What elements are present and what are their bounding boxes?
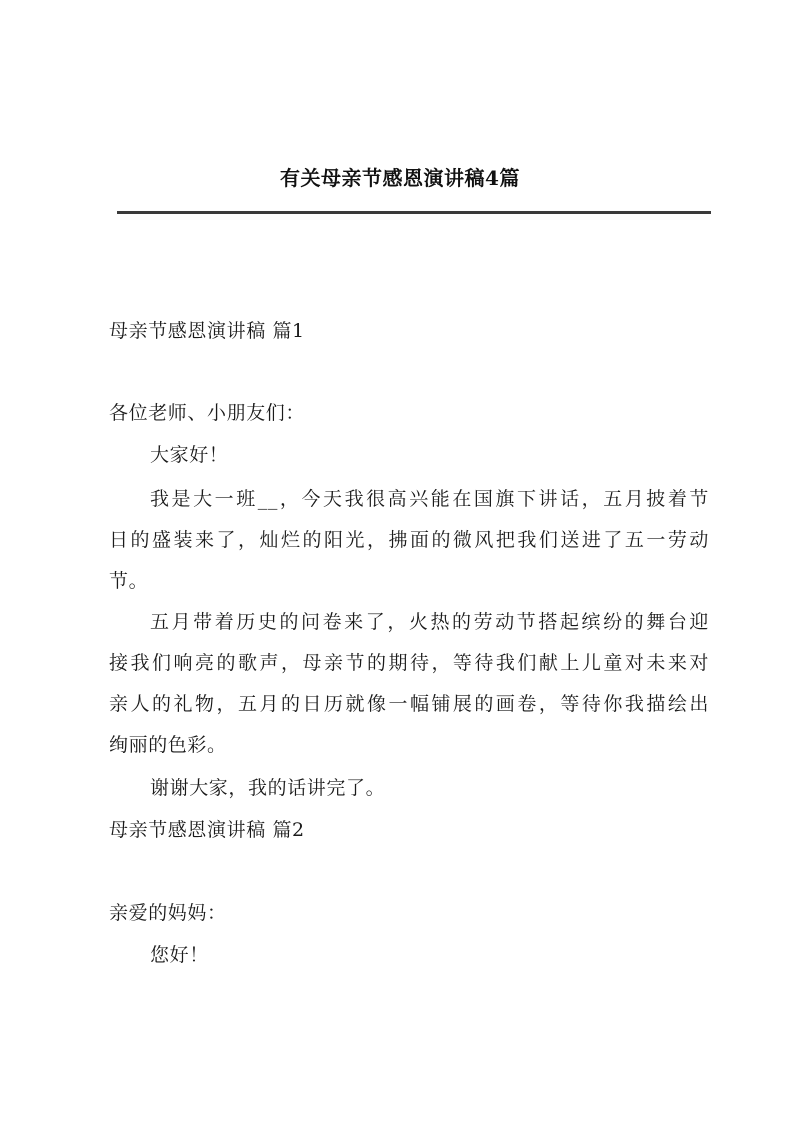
paragraph-line: 接我们响亮的歌声，母亲节的期待，等待我们献上儿童对未来对 bbox=[109, 652, 709, 674]
section-1-closing: 谢谢大家，我的话讲完了。 bbox=[150, 777, 386, 799]
paragraph-line: 五月带着历史的问卷来了，火热的劳动节搭起缤纷的舞台迎 bbox=[150, 611, 709, 633]
section-2-greeting: 您好！ bbox=[150, 944, 209, 966]
section-1-heading: 母亲节感恩演讲稿 篇1 bbox=[109, 320, 305, 342]
paragraph-line: 日的盛装来了，灿烂的阳光，拂面的微风把我们送进了五一劳动 bbox=[109, 529, 709, 551]
section-2-salutation: 亲爱的妈妈： bbox=[109, 902, 227, 924]
section-1-greeting: 大家好！ bbox=[150, 444, 229, 466]
paragraph-line: 绚丽的色彩。 bbox=[109, 734, 227, 756]
paragraph-line: 我是大一班__，今天我很高兴能在国旗下讲话，五月披着节 bbox=[150, 488, 709, 510]
section-1-salutation: 各位老师、小朋友们： bbox=[109, 402, 306, 424]
title-divider bbox=[117, 211, 711, 214]
paragraph-line: 节。 bbox=[109, 570, 149, 592]
document-title: 有关母亲节感恩演讲稿4篇 bbox=[280, 166, 520, 190]
paragraph-line: 亲人的礼物，五月的日历就像一幅铺展的画卷，等待你我描绘出 bbox=[109, 693, 709, 715]
section-2-heading: 母亲节感恩演讲稿 篇2 bbox=[109, 819, 305, 841]
